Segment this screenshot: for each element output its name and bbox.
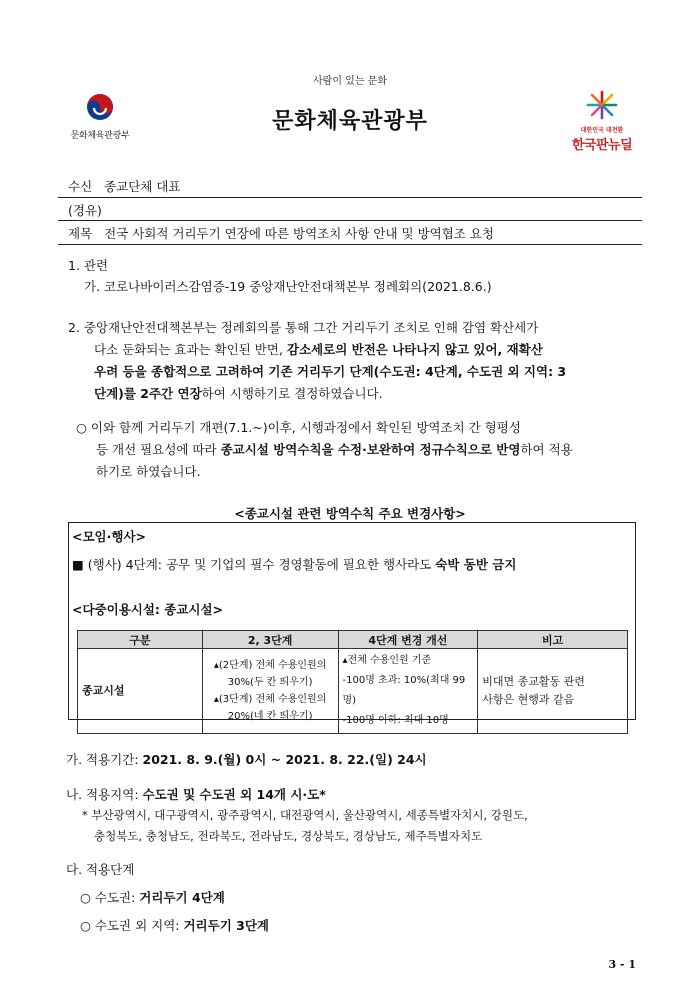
divider xyxy=(58,197,642,198)
cell-line: ▴전체 수용인원 기준 xyxy=(342,655,432,666)
plain-text: 하여 시행하기로 결정하였습니다. xyxy=(201,386,383,401)
stage-capital-value: 거리두기 4단계 xyxy=(139,890,225,905)
stage-other-value: 거리두기 3단계 xyxy=(183,918,269,933)
plain-text: ■ (행사) 4단계: 공무 및 기업의 필수 경영활동에 필요한 행사라도 xyxy=(72,557,436,572)
table-header: 2, 3단계 xyxy=(202,631,338,649)
section-2-line xyxy=(94,340,543,358)
subject-value: 전국 사회적 거리두기 연장에 따른 방역조치 사항 안내 및 방역협조 요청 xyxy=(104,226,494,241)
rules-table xyxy=(77,630,628,734)
region-label: 나. 적용지역: xyxy=(66,787,143,802)
facility-heading: <다중이용시설: 종교시설> xyxy=(72,602,224,617)
table-header: 4단계 변경 개선 xyxy=(338,631,478,649)
stage-other-line xyxy=(80,916,269,934)
emphasis-text: 감소세로의 반전은 나타나지 않고 있어, 재확산 xyxy=(286,342,543,357)
table-header: 구분 xyxy=(78,631,203,649)
section-1-heading: 1. 관련 xyxy=(68,258,109,273)
table-header-row xyxy=(78,631,628,649)
period-label: 가. 적용기간: xyxy=(66,752,143,767)
slogan: 사람이 있는 문화 xyxy=(313,76,387,87)
ministry-logo-caption: 문화체육관광부 xyxy=(70,131,130,141)
cell-line: 20%(네 칸 띄우기) xyxy=(227,711,313,722)
cell-line: 사항은 현행과 같음 xyxy=(482,693,575,706)
table-cell-label: 종교시설 xyxy=(78,649,203,734)
table-header: 비고 xyxy=(478,631,628,649)
region-value: 수도권 및 수도권 외 14개 시·도* xyxy=(142,787,326,802)
section-1-item: 가. 코로나바이러스감염증-19 중앙재난안전대책본부 정례회의(2021.8.6.) xyxy=(84,279,492,294)
notice-line xyxy=(96,440,573,458)
subject-line xyxy=(68,224,494,242)
via-line: (경유) xyxy=(68,203,102,218)
cell-line: -100명 초과: 10%(최대 99명) xyxy=(342,675,466,706)
table-cell xyxy=(202,649,338,734)
emphasis-text: 종교시설 방역수칙을 수정·보완하여 정규수칙으로 반영 xyxy=(220,442,521,457)
new-deal-logo xyxy=(570,90,634,153)
section-2-line: 2. 중앙재난안전대책본부는 정례회의를 통해 그간 거리두기 조치로 인해 감염 확산세가 xyxy=(68,320,539,335)
divider xyxy=(58,220,642,221)
plain-text: 등 개선 필요성에 따라 xyxy=(96,442,221,457)
divider xyxy=(58,244,642,245)
region-line xyxy=(66,785,326,803)
stage-capital-label: ○ 수도권: xyxy=(80,890,140,905)
emphasis-text: 숙박 동반 금지 xyxy=(435,557,517,572)
table-cell xyxy=(478,649,628,734)
section-2-line xyxy=(94,384,383,402)
stage-capital-line xyxy=(80,888,225,906)
section-2-line: 우려 등을 종합적으로 고려하여 기존 거리두기 단계(수도권: 4단계, 수도권 외 지역: 3 xyxy=(94,364,567,379)
table-cell xyxy=(338,649,478,734)
stage-other-label: ○ 수도권 외 지역: xyxy=(80,918,184,933)
recipient-line xyxy=(68,177,181,195)
page-number: 3 - 1 xyxy=(608,958,636,971)
region-note: 충청북도, 충청남도, 전라북도, 전라남도, 경상북도, 경상남도, 제주특별자치도 xyxy=(94,829,483,843)
cell-line: ▴(3단계) 전체 수용인원의 xyxy=(213,694,327,705)
new-deal-slogan: 대한민국 대전환 xyxy=(580,127,624,134)
meeting-rule xyxy=(72,555,516,573)
recipient-label: 수신 xyxy=(68,179,93,194)
ministry-title: 문화체육관광부 xyxy=(272,109,428,134)
plain-text: 하여 적용 xyxy=(520,442,573,457)
notice-line: ○ 이와 함께 거리두기 개편(7.1.~)이후, 시행과정에서 확인된 방역조치 간 형평성 xyxy=(76,420,521,435)
cell-line: ▴(2단계) 전체 수용인원의 xyxy=(213,660,327,671)
notice-line: 하기로 하였습니다. xyxy=(96,464,201,479)
cell-line: -100명 이하: 최대 10명 xyxy=(342,715,449,726)
emphasis-text: 단계)를 2주간 연장 xyxy=(94,386,202,401)
new-deal-wordmark: 한국판뉴딜 xyxy=(571,138,633,153)
subject-label: 제목 xyxy=(68,226,93,241)
cell-line: 비대면 종교활동 관련 xyxy=(482,675,585,688)
recipient-value: 종교단체 대표 xyxy=(104,179,181,194)
region-note: * 부산광역시, 대구광역시, 광주광역시, 대전광역시, 울산광역시, 세종특별자치시, 강원도, xyxy=(82,808,528,822)
plain-text: 다소 둔화되는 효과는 확인된 반면, xyxy=(94,342,287,357)
stage-heading: 다. 적용단계 xyxy=(66,862,135,877)
meeting-heading: <모임·행사> xyxy=(72,529,146,544)
period-line xyxy=(66,750,427,768)
period-value: 2021. 8. 9.(월) 0시 ~ 2021. 8. 22.(일) 24시 xyxy=(142,752,427,767)
table-row xyxy=(78,649,628,734)
box-heading: <종교시설 관련 방역수칙 주요 변경사항> xyxy=(234,506,466,521)
cell-line: 30%(두 칸 띄우기) xyxy=(227,677,313,688)
new-deal-burst-icon xyxy=(585,90,619,120)
